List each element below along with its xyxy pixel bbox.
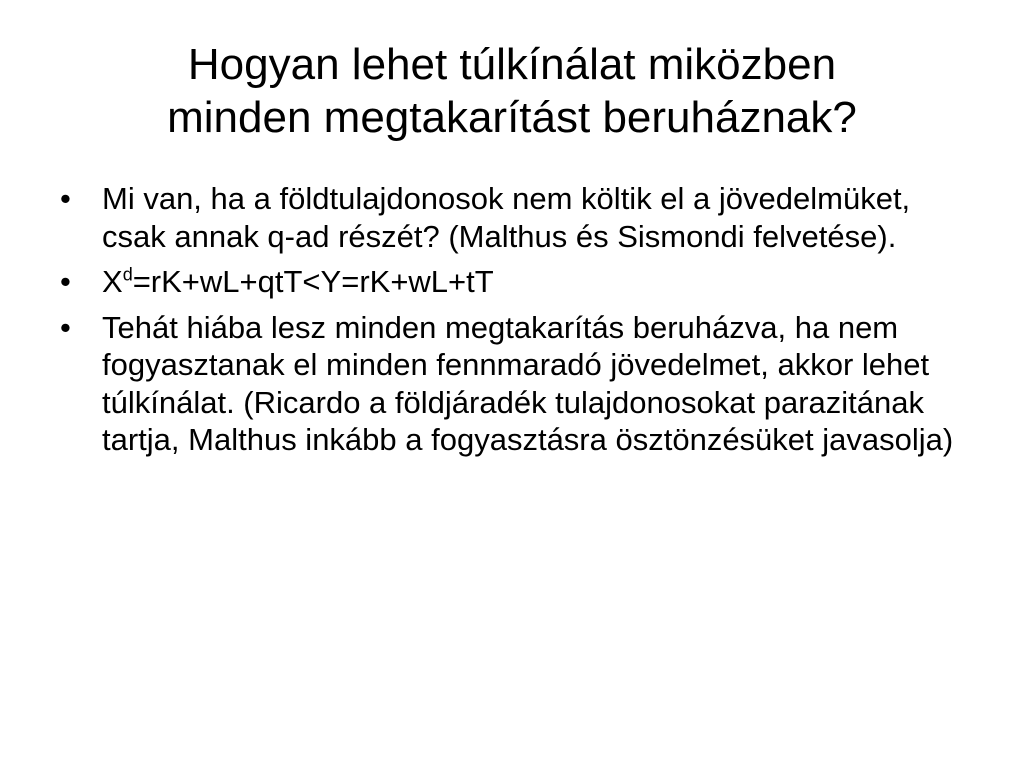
bullet-item-conclusion [56, 309, 976, 459]
bullet-text: Mi van, ha a földtulajdonosok nem költik el a jövedelmüket, csak annak q-ad részét? (Malthus és Sismondi felvetése). [102, 181, 911, 254]
bullet-item-formula [56, 263, 976, 301]
formula-rest: =rK+wL+qtT<Y=rK+wL+tT [132, 264, 494, 299]
bullet-marker: • [60, 181, 71, 216]
slide-title [40, 38, 984, 144]
title-line-1: Hogyan lehet túlkínálat miközben [187, 40, 837, 89]
bullet-item-malthus-question [56, 180, 976, 255]
formula-superscript: d [122, 264, 133, 285]
bullet-marker: • [60, 309, 71, 345]
bullet-text: Tehát hiába lesz minden megtakarítás beruházva, ha nem fogyasztanak el minden fennmaradó jövedelmet, akkor lehet túlkínálat. (Ricardo a földjáradék tulajdonosokat parazitának tartja, Malthus inkább a fogyasztásra ösztönzésüket javasolja) [102, 309, 954, 457]
title-line-2: minden megtakarítást beruháznak? [167, 93, 857, 142]
bullet-marker: • [60, 264, 71, 299]
formula-base: X [102, 264, 123, 299]
bullet-list [56, 180, 976, 467]
